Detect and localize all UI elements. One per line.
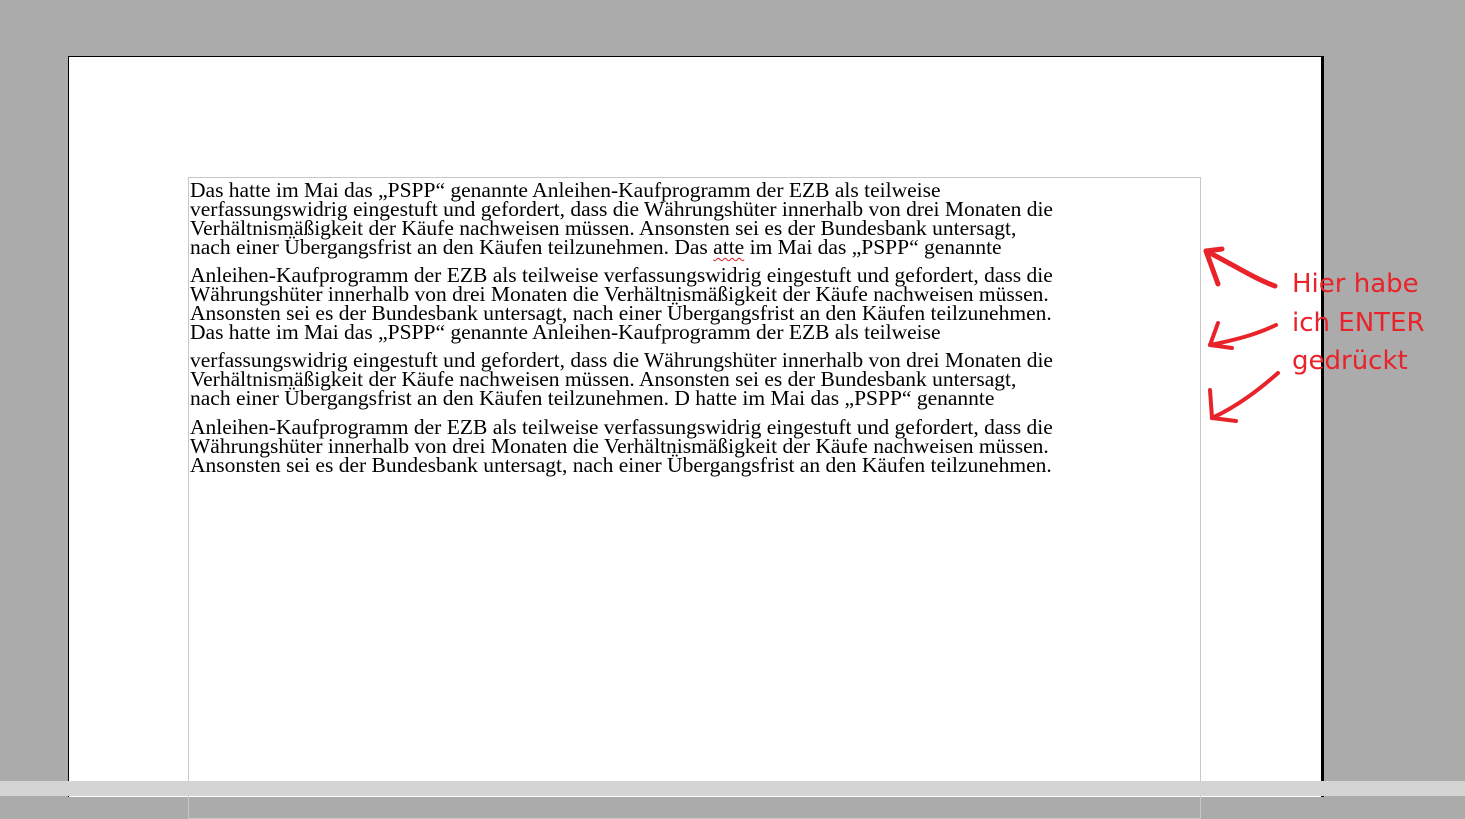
misspelled-word[interactable]: atte: [713, 235, 745, 259]
status-bar: [0, 781, 1465, 796]
arrow-icon: [1210, 323, 1276, 348]
text-line: Währungshüter innerhalb von drei Monaten die Verhältnismäßigkeit der Käufe nachweisen müssen.: [190, 282, 1049, 306]
document-page[interactable]: [68, 56, 1321, 797]
annotation-line: gedrückt: [1292, 346, 1408, 376]
annotation-note: [1292, 265, 1425, 381]
text-segment: im Mai das „PSPP“ genannte: [744, 235, 1002, 259]
text-line: Verhältnismäßigkeit der Käufe nachweisen müssen. Ansonsten sei es der Bundesbank untersagt,: [190, 367, 1017, 391]
text-line: [190, 235, 1053, 259]
text-boundary[interactable]: [188, 177, 1201, 819]
annotation-arrows: [1190, 235, 1300, 435]
text-line: Das hatte im Mai das „PSPP“ genannte Anleihen-Kaufprogramm der EZB als teilweise: [190, 320, 941, 344]
text-segment: nach einer Übergangsfrist an den Käufen teilzunehmen. Das: [190, 235, 714, 259]
arrow-icon: [1210, 373, 1278, 421]
text-line: Währungshüter innerhalb von drei Monaten die Verhältnismäßigkeit der Käufe nachweisen müssen.: [190, 434, 1049, 458]
text-line: Ansonsten sei es der Bundesbank untersagt, nach einer Übergangsfrist an den Käufen teilzunehmen.: [190, 453, 1052, 477]
paragraph-4[interactable]: [190, 415, 1053, 477]
text-line: nach einer Übergangsfrist an den Käufen teilzunehmen. D hatte im Mai das „PSPP“ genannte: [190, 386, 995, 410]
annotation-line: Hier habe: [1292, 269, 1419, 299]
annotation-line: ich ENTER: [1292, 307, 1425, 338]
paragraph-1[interactable]: [190, 178, 1053, 259]
text-line: verfassungswidrig eingestuft und gefordert, dass die Währungshüter innerhalb von drei Monaten die: [190, 197, 1053, 221]
text-line: Verhältnismäßigkeit der Käufe nachweisen müssen. Ansonsten sei es der Bundesbank untersagt,: [190, 216, 1017, 240]
text-line: verfassungswidrig eingestuft und gefordert, dass die Währungshüter innerhalb von drei Monaten die: [190, 348, 1053, 372]
text-line: Anleihen-Kaufprogramm der EZB als teilweise verfassungswidrig eingestuft und gefordert, dass die: [190, 263, 1053, 287]
text-line: Anleihen-Kaufprogramm der EZB als teilweise verfassungswidrig eingestuft und gefordert, dass die: [190, 415, 1053, 439]
arrow-icon: [1206, 249, 1275, 286]
paragraph-3[interactable]: [190, 348, 1053, 410]
paragraph-2[interactable]: [190, 263, 1053, 344]
text-line: Ansonsten sei es der Bundesbank untersagt, nach einer Übergangsfrist an den Käufen teilzunehmen.: [190, 301, 1052, 325]
text-line: Das hatte im Mai das „PSPP“ genannte Anleihen-Kaufprogramm der EZB als teilweise: [190, 178, 941, 202]
